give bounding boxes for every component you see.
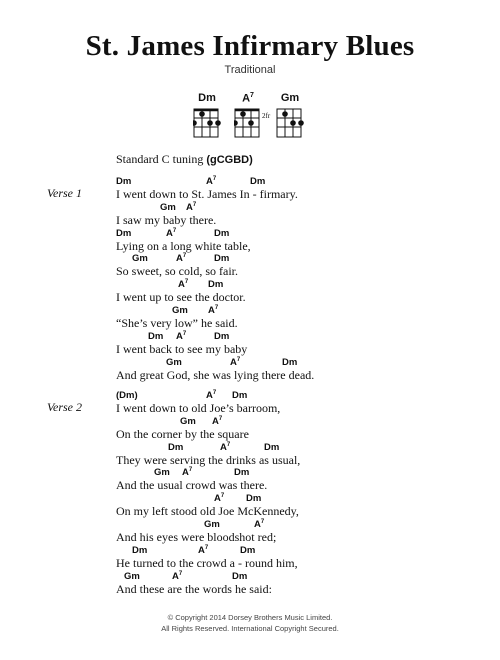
chord-diagram-name: $A^7$: [242, 92, 254, 105]
fret-position-label: 2fr: [262, 112, 271, 120]
chord-symbol: Dm: [264, 441, 280, 453]
chord-symbol: Dm: [214, 227, 230, 239]
chord-symbol: Dm: [148, 330, 164, 342]
lyric-text: On my left stood old Joe McKennedy,: [116, 504, 299, 519]
chord-diagram-name: Gm: [280, 92, 300, 104]
chord-symbol: Dm: [214, 330, 230, 342]
chord-symbol: Dm: [232, 570, 248, 582]
chord-symbol: Gm: [154, 467, 170, 479]
chord-symbol: $A^7$: [208, 305, 219, 317]
chord-symbol: Dm: [214, 253, 230, 265]
lyric-text: Lying on a long white table,: [116, 238, 251, 253]
song-title: St. James Infirmary Blues: [85, 30, 415, 62]
chord-symbol: Dm: [208, 279, 224, 291]
chord-symbol: Dm: [168, 441, 184, 453]
chord-symbol: $A^7$: [220, 441, 231, 453]
chord-symbol: Dm: [246, 493, 262, 505]
lyric-line: [116, 228, 486, 254]
lyric-line: [116, 467, 486, 493]
lyric-text: So sweet, so cold, so fair.: [116, 264, 238, 279]
lyric-text: I went down to old Joe’s barroom,: [116, 401, 281, 415]
lyric-text: He turned to the crowd a - round him,: [116, 555, 298, 570]
lyric-line: [116, 571, 486, 597]
chord-symbol: Dm: [116, 227, 132, 239]
lyric-text: I went back to see my baby: [116, 341, 248, 356]
lyric-line: [116, 545, 486, 571]
chord-symbol: $A^7$: [178, 279, 189, 291]
chord-symbol: Gm: [204, 519, 220, 530]
chord-symbol: $A^7$: [230, 356, 241, 368]
chord-symbol: Gm: [160, 201, 176, 213]
chord-symbol: Dm: [234, 467, 250, 479]
lyric-text: I saw my baby there.: [116, 212, 217, 227]
lyric-line: [116, 519, 486, 545]
chord-symbol: Gm: [172, 305, 188, 316]
lyric-line: [116, 176, 486, 202]
lyric-text: And the usual crowd was there.: [116, 478, 268, 493]
lyric-line: [116, 493, 486, 519]
lyric-line: [116, 357, 486, 383]
lyric-text: They were serving the drinks as usual,: [116, 452, 301, 467]
chord-symbol: $A^7$: [182, 467, 193, 479]
chord-symbol: Gm: [124, 570, 140, 582]
lyric-line: [116, 331, 486, 357]
chord-symbol: $A^7$: [186, 201, 197, 213]
tuning-strings: (gCGBD): [206, 154, 253, 166]
tuning-text: Standard C tuning: [116, 152, 207, 166]
copyright-notice: [0, 612, 500, 634]
lyric-line: [116, 305, 486, 331]
chord-diagrams: [0, 92, 500, 144]
copyright-line-2: All Rights Reserved. International Copyright Secured.: [161, 624, 339, 633]
lyric-text: I went up to see the doctor.: [116, 290, 246, 305]
lyric-text: And his eyes were bloodshot red;: [116, 530, 277, 544]
chord-symbol: $A^7$: [176, 330, 187, 342]
chord-symbol: $A^7$: [214, 493, 225, 505]
lyric-text: On the corner by the square: [116, 426, 249, 441]
lyric-line: [116, 442, 486, 468]
lyric-line: [116, 253, 486, 279]
tuning-note: [116, 152, 253, 167]
lyric-text: And these are the words he said:: [116, 581, 272, 596]
fretboard-icon: [234, 108, 262, 140]
chord-symbol: $A^7$: [254, 519, 265, 531]
chord-symbol: $A^7$: [206, 390, 217, 402]
chord-symbol: $A^7$: [198, 544, 209, 556]
chord-symbol: $A^7$: [172, 570, 183, 582]
lyric-text: “She’s very low” he said.: [116, 316, 238, 330]
chord-symbol: Gm: [166, 356, 182, 368]
chord-symbol: $A^7$: [176, 253, 187, 265]
chord-symbol: $A^7$: [212, 415, 223, 427]
chord-symbol: Dm: [240, 544, 256, 556]
verse-label: Verse 1: [47, 186, 82, 200]
chord-symbol: Dm: [282, 356, 298, 368]
chord-symbol: Gm: [132, 253, 148, 265]
verse-label: Verse 2: [47, 400, 82, 414]
chord-symbol: Dm: [232, 390, 248, 401]
chord-symbol: Gm: [180, 415, 196, 427]
lyric-line: [116, 279, 486, 305]
chord-symbol: (Dm): [116, 390, 138, 401]
chord-symbol: $A^7$: [206, 176, 217, 188]
chord-symbol: Dm: [116, 176, 132, 187]
lyric-line: [116, 202, 486, 228]
lyric-line: [116, 416, 486, 442]
fretboard-icon: [276, 108, 304, 140]
chord-diagram-name: Dm: [198, 92, 216, 104]
lyric-text: I went down to St. James In - firmary.: [116, 187, 298, 201]
chord-symbol: $A^7$: [166, 227, 177, 239]
lyric-text: And great God, she was lying there dead.: [116, 367, 315, 382]
chord-symbol: Dm: [250, 176, 266, 187]
copyright-line-1: © Copyright 2014 Dorsey Brothers Music Limited.: [167, 613, 333, 622]
fretboard-icon: [193, 108, 221, 140]
chord-symbol: Dm: [132, 544, 148, 556]
lyric-line: [116, 390, 486, 416]
song-subtitle: Traditional: [224, 64, 276, 76]
